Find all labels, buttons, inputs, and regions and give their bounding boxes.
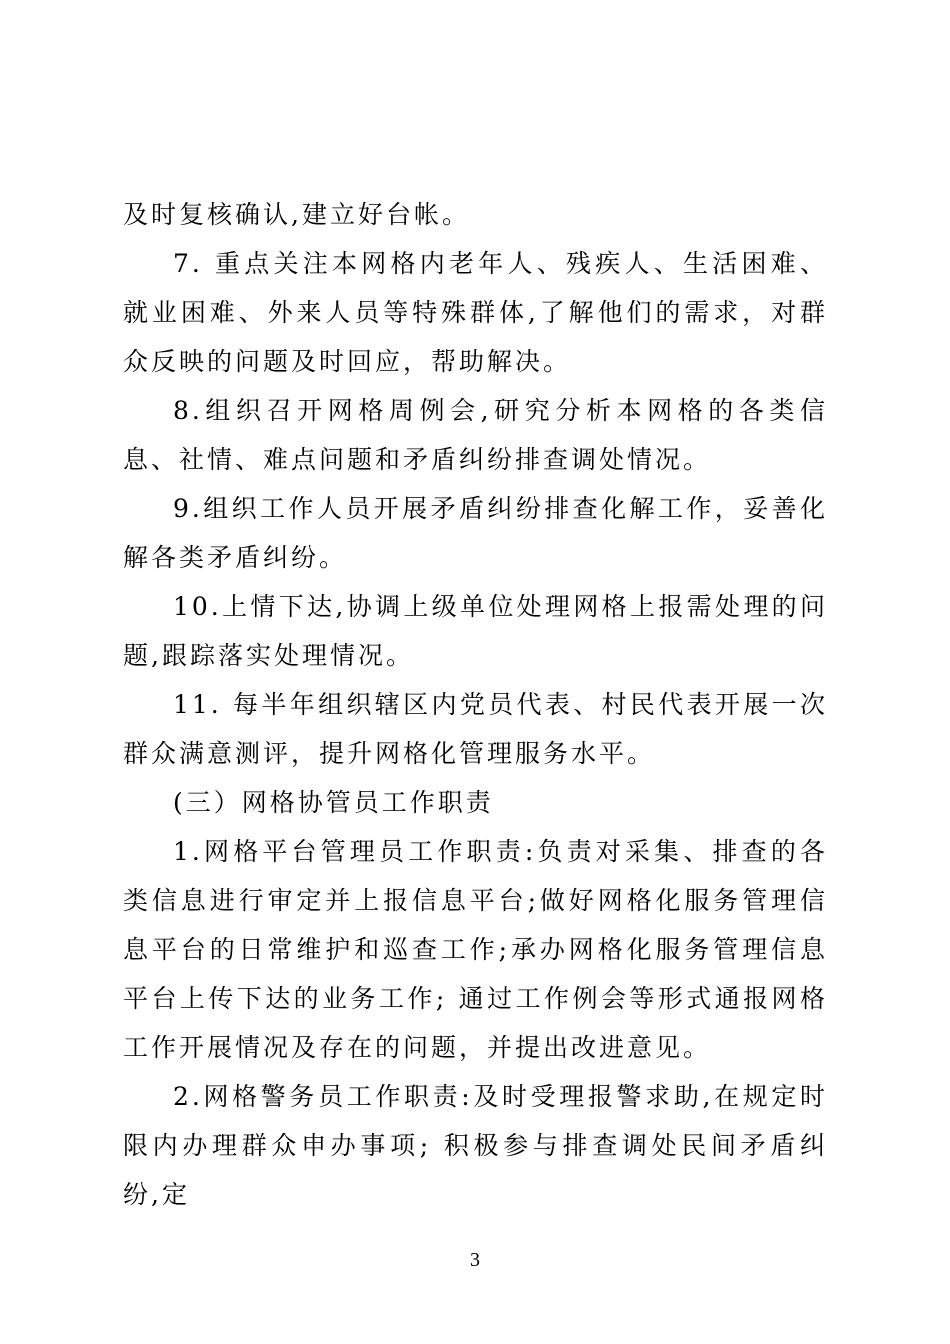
paragraph-duty-1: 1.网格平台管理员工作职责:负责对采集、排查的各类信息进行审定并上报信息平台;做好网格化服务管理信息平台的日常维护和巡查工作;承办网格化服务管理信息平台上传下达的业务工作; 通过工作例会等形式通报网格工作开展情况及存在的问题，并提出改进意见。 (123, 837, 828, 1062)
paragraph-continuation: 及时复核确认,建立好台帐。 (123, 200, 470, 229)
page-number: 3 (470, 1249, 480, 1271)
paragraph-item-9: 9.组织工作人员开展矛盾纠纷排查化解工作，妥善化解各类矛盾纠纷。 (123, 494, 828, 572)
paragraph-item-8: 8.组织召开网格周例会,研究分析本网格的各类信息、社情、难点问题和矛盾纠纷排查调处情况。 (123, 396, 828, 474)
section-heading: (三）网格协管员工作职责 (173, 788, 494, 817)
document-body (123, 190, 828, 1219)
paragraph-item-11: 11. 每半年组织辖区内党员代表、村民代表开展一次群众满意测评，提升网格化管理服务水平。 (123, 690, 828, 768)
paragraph-item-10: 10.上情下达,协调上级单位处理网格上报需处理的问题,跟踪落实处理情况。 (123, 592, 828, 670)
paragraph-duty-2: 2.网格警务员工作职责:及时受理报警求助,在规定时限内办理群众申办事项; 积极参与排查调处民间矛盾纠纷,定 (123, 1082, 828, 1209)
paragraph-item-7: 7. 重点关注本网格内老年人、残疾人、生活困难、就业困难、外来人员等特殊群体,了解他们的需求，对群众反映的问题及时回应，帮助解决。 (123, 249, 828, 376)
